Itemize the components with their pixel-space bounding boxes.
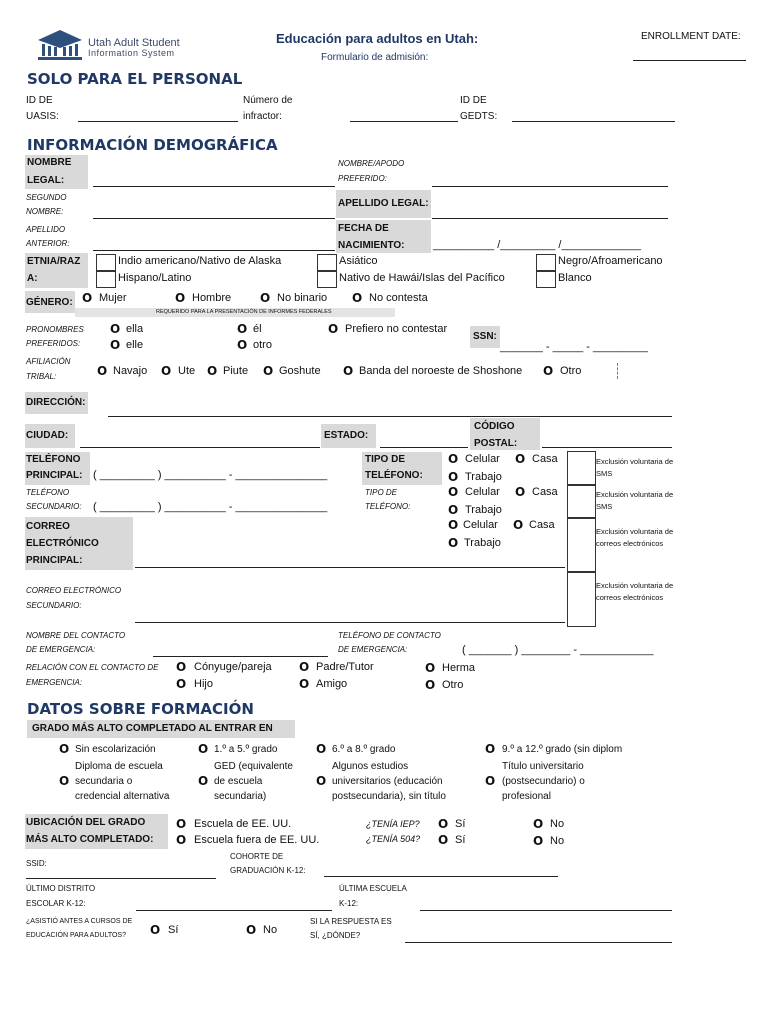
phone1-type-label-2: TELÉFONO:: [365, 470, 423, 481]
yes-label: Sí: [455, 834, 466, 846]
pronoun-radio-elle[interactable]: O: [110, 338, 121, 352]
diploma-label-2: secundaria o: [75, 776, 133, 787]
gender-option-label: Hombre: [192, 292, 232, 304]
phone-type-option-label: Trabajo: [465, 504, 502, 516]
relation-radio-other[interactable]: O: [425, 678, 436, 692]
legal-name-field[interactable]: [93, 186, 335, 187]
phone2-radio-cell[interactable]: O: [448, 485, 459, 499]
pronoun-option-label: él: [253, 323, 262, 335]
preferred-name-label-2: PREFERIDO:: [338, 174, 387, 183]
prior-ae-label-2: EDUCACIÓN PARA ADULTOS?: [26, 932, 126, 939]
relation-option-label: Otro: [442, 679, 464, 691]
phone2-radio-work[interactable]: O: [448, 503, 459, 517]
tribal-option-label: Ute: [178, 365, 196, 377]
ged-label-2: de escuela: [214, 776, 263, 787]
school-label-1: ÚLTIMA ESCUELA: [339, 884, 407, 893]
previous-last-name-label-1: APELLIDO: [26, 225, 66, 234]
phone1-radio-cell[interactable]: O: [448, 452, 459, 466]
phone-type-option-label: Celular: [463, 519, 498, 531]
pronouns-label-2: PREFERIDOS:: [26, 339, 81, 348]
city-label: CIUDAD:: [26, 430, 69, 441]
dob-label-1: FECHA DE: [338, 223, 389, 234]
relation-option-label: Hijo: [194, 678, 213, 690]
emergency-name-field[interactable]: [153, 656, 328, 657]
sms-optout-checkbox-1[interactable]: [567, 451, 596, 486]
degree-label-2: (postsecundario) o: [502, 776, 585, 787]
relation-option-label: Padre/Tutor: [316, 661, 374, 673]
email-type-radio-work[interactable]: O: [448, 536, 459, 550]
state-label: ESTADO:: [324, 430, 369, 441]
grade-radio-none[interactable]: O: [59, 742, 70, 756]
legal-name-label-2: LEGAL:: [27, 175, 65, 186]
enrollment-date-field[interactable]: [633, 60, 746, 61]
school-field[interactable]: [420, 910, 672, 911]
location-radio-foreign[interactable]: O: [176, 833, 187, 847]
yes-label: Sí: [168, 924, 179, 936]
previous-last-name-label-2: ANTERIOR:: [26, 239, 70, 248]
legal-name-label-1: NOMBRE: [27, 157, 72, 168]
address-label: DIRECCIÓN:: [26, 397, 86, 408]
sms-optout-label-1: Exclusión voluntaria de SMS: [596, 457, 674, 478]
emergency-phone-label-2: DE EMERGENCIA:: [338, 645, 408, 654]
ged-label-1: GED (equivalente: [214, 761, 293, 772]
phone-type-option-label: Trabajo: [465, 471, 502, 483]
phone1-radio-home[interactable]: O: [515, 452, 526, 466]
email2-label-1: CORREO ELECTRÓNICO: [26, 586, 122, 595]
gender-option-label: No binario: [277, 292, 328, 304]
pronoun-radio-other[interactable]: O: [237, 338, 248, 352]
grade-radio-6-8[interactable]: O: [316, 742, 327, 756]
district-label-2: ESCOLAR K-12:: [26, 899, 86, 908]
iep-radio-no[interactable]: O: [533, 817, 544, 831]
race-checkbox-hispanic[interactable]: [96, 271, 116, 288]
grade-option-label: 9.º a 12.º grado (sin diplom: [502, 744, 623, 755]
zip-label-1: CÓDIGO: [474, 421, 515, 432]
phone1-field[interactable]: ( _________ ) __________ - _______________: [93, 469, 328, 481]
phone1-type-label-1: TIPO DE: [365, 454, 406, 465]
grade-radio-some-college[interactable]: O: [316, 774, 327, 788]
gender-radio-no-answer[interactable]: O: [352, 291, 363, 305]
email2-label-2: SECUNDARIO:: [26, 601, 82, 610]
pronoun-radio-no-answer[interactable]: O: [328, 322, 339, 336]
race-option-label: Blanco: [558, 272, 592, 284]
email-optout-label-2: Exclusión voluntaria de correos electrónicos: [596, 581, 674, 602]
race-label-1: ETNIA/RAZ: [27, 256, 81, 267]
gender-option-label: Mujer: [99, 292, 127, 304]
tribal-option-label: Goshute: [279, 365, 321, 377]
diploma-label-3: credencial alternativa: [75, 791, 170, 802]
state-field[interactable]: [380, 447, 468, 448]
relation-radio-parent[interactable]: O: [299, 660, 310, 674]
pronoun-option-label: Prefiero no contestar: [345, 323, 448, 335]
email-optout-checkbox-2[interactable]: [567, 571, 596, 627]
phone-type-option-label: Celular: [465, 453, 500, 465]
email-type-radio-cell[interactable]: O: [448, 518, 459, 532]
form-subtitle: Formulario de admisión:: [321, 52, 429, 63]
relation-option-label: Amigo: [316, 678, 348, 690]
race-checkbox-white[interactable]: [536, 271, 556, 288]
grade-radio-diploma[interactable]: O: [59, 774, 70, 788]
phone1-label-1: TELÉFONO: [26, 454, 81, 465]
cohort-label-1: COHORTE DE: [230, 852, 284, 861]
email-type-radio-home[interactable]: O: [513, 518, 524, 532]
tribal-option-label: Otro: [560, 365, 582, 377]
pronoun-option-label: otro: [253, 339, 272, 351]
email2-field[interactable]: [135, 622, 565, 623]
504-label: ¿TENÍA 504?: [366, 834, 421, 844]
pronoun-option-label: ella: [126, 323, 144, 335]
phone2-type-label-1: TIPO DE: [365, 488, 398, 497]
pronouns-label-1: PRONOMBRES: [26, 325, 84, 334]
race-label-2: A:: [27, 273, 38, 284]
phone1-radio-work[interactable]: O: [448, 470, 459, 484]
location-option-label: Escuela de EE. UU.: [194, 818, 292, 830]
enrollment-date-label: ENROLLMENT DATE:: [641, 31, 741, 42]
race-checkbox-hawaiian[interactable]: [317, 271, 337, 288]
pronoun-radio-ella[interactable]: O: [110, 322, 121, 336]
middle-name-label-1: SEGUNDO: [26, 193, 67, 202]
relation-label-2: EMERGENCIA:: [26, 678, 83, 687]
legal-last-name-field[interactable]: [432, 218, 668, 219]
emergency-phone-label-1: TELÉFONO DE CONTACTO: [338, 631, 441, 640]
degree-label-1: Título universitario: [502, 761, 584, 772]
iep-label: ¿TENÍA IEP?: [366, 819, 420, 829]
offender-label-2: infractor:: [243, 111, 282, 122]
relation-radio-spouse[interactable]: O: [176, 660, 187, 674]
logo-text-1: Utah Adult Student: [88, 37, 180, 49]
relation-radio-child[interactable]: O: [176, 677, 187, 691]
tribal-radio-navajo[interactable]: O: [97, 364, 108, 378]
email1-label-2: ELECTRÓNICO: [26, 538, 99, 549]
relation-radio-sibling[interactable]: O: [425, 661, 436, 675]
tribal-radio-other[interactable]: O: [543, 364, 554, 378]
pronoun-option-label: elle: [126, 339, 144, 351]
tribal-label-2: TRIBAL:: [26, 372, 57, 381]
phone-type-option-label: Casa: [529, 519, 555, 531]
legal-last-name-label: APELLIDO LEGAL:: [338, 198, 429, 209]
phone-type-option-label: Celular: [465, 486, 500, 498]
college-label-2: universitarios (educación: [332, 776, 443, 787]
phone2-label-1: TELÉFONO: [26, 488, 70, 497]
phone2-field[interactable]: ( _________ ) __________ - _______________: [93, 501, 328, 513]
grade-radio-degree[interactable]: O: [485, 774, 496, 788]
zip-field[interactable]: [542, 447, 672, 448]
address-field[interactable]: [108, 416, 672, 417]
tribal-radio-shoshone[interactable]: O: [343, 364, 354, 378]
phone-type-option-label: Casa: [532, 486, 558, 498]
phone-type-option-label: Trabajo: [464, 537, 501, 549]
grade-option-label: 1.º a 5.º grado: [214, 744, 278, 755]
grade-radio-9-12[interactable]: O: [485, 742, 496, 756]
gedts-id-field[interactable]: [512, 121, 675, 122]
logo: [34, 28, 184, 64]
college-label-1: Algunos estudios: [332, 761, 409, 772]
preferred-name-label-1: NOMBRE/APODO: [338, 159, 405, 168]
tribal-label-1: AFILIACIÓN: [26, 357, 71, 366]
middle-name-label-2: NOMBRE:: [26, 207, 64, 216]
dob-field[interactable]: __________ /_________ /_____________: [433, 239, 641, 251]
cohort-field[interactable]: [324, 876, 558, 877]
where-label-2: SÍ, ¿DÓNDE?: [310, 931, 361, 940]
federal-reporting-note: REQUERIDO PARA LA PRESENTACIÓN DE INFORMES FEDERALES: [156, 309, 332, 315]
logo-text-2: Information System: [88, 48, 175, 58]
emergency-name-label-2: DE EMERGENCIA:: [26, 645, 96, 654]
relation-radio-friend[interactable]: O: [299, 677, 310, 691]
pronoun-radio-el[interactable]: O: [237, 322, 248, 336]
tribal-radio-ute[interactable]: O: [161, 364, 172, 378]
race-checkbox-black[interactable]: [536, 254, 556, 271]
tribal-option-label: Piute: [223, 365, 249, 377]
phone2-label-2: SECUNDARIO:: [26, 502, 82, 511]
phone1-label-2: PRINCIPAL:: [26, 470, 83, 481]
prior-ae-label-1: ¿ASISTIÓ ANTES A CURSOS DE: [26, 918, 133, 925]
sms-optout-label-2: Exclusión voluntaria de SMS: [596, 490, 674, 511]
tribal-option-label: Banda del noroeste de Shoshone: [359, 365, 523, 377]
dob-label-2: NACIMIENTO:: [338, 240, 405, 251]
phone-type-option-label: Casa: [532, 453, 558, 465]
email-optout-checkbox-1[interactable]: [567, 517, 596, 573]
offender-label-1: Número de: [243, 95, 293, 106]
ged-label-3: secundaria): [214, 791, 267, 802]
race-option-label: Indio americano/Nativo de Alaska: [118, 255, 282, 267]
tribal-radio-goshute[interactable]: O: [263, 364, 274, 378]
college-label-3: postsecundaria), sin título: [332, 791, 446, 802]
ssid-label: SSID:: [26, 859, 47, 868]
uasis-label-2: UASIS:: [26, 111, 59, 122]
gender-radio-male[interactable]: O: [175, 291, 186, 305]
race-option-label: Negro/Afroamericano: [558, 255, 663, 267]
cohort-label-2: GRADUACIÓN K-12:: [230, 866, 306, 875]
race-checkbox-native-american[interactable]: [96, 254, 116, 271]
race-option-label: Hispano/Latino: [118, 272, 192, 284]
degree-label-3: profesional: [502, 791, 551, 802]
email1-field[interactable]: [135, 567, 565, 568]
diploma-label-1: Diploma de escuela: [75, 761, 163, 772]
tribal-option-label: Navajo: [113, 365, 148, 377]
school-logo-icon: [34, 28, 86, 62]
where-label-1: SI LA RESPUESTA ES: [310, 917, 392, 926]
demographic-section-title: INFORMACIÓN DEMOGRÁFICA: [27, 136, 278, 154]
gender-radio-nonbinary[interactable]: O: [260, 291, 271, 305]
relation-option-label: Herma: [442, 662, 476, 674]
relation-option-label: Cónyuge/pareja: [194, 661, 272, 673]
middle-name-field[interactable]: [93, 218, 335, 219]
gedts-label-2: GEDTS:: [460, 111, 498, 122]
grade-radio-1-5[interactable]: O: [198, 742, 209, 756]
email-optout-label-1: Exclusión voluntaria de correos electrónicos: [596, 527, 674, 548]
no-label: No: [550, 818, 565, 830]
education-section-title: DATOS SOBRE FORMACIÓN: [27, 700, 254, 718]
tribal-other-field[interactable]: [617, 363, 618, 379]
preferred-name-field[interactable]: [432, 186, 668, 187]
email1-label-3: PRINCIPAL:: [26, 555, 83, 566]
iep-radio-yes[interactable]: O: [438, 817, 449, 831]
relation-label-1: RELACIÓN CON EL CONTACTO DE: [26, 663, 159, 672]
tribal-radio-piute[interactable]: O: [207, 364, 218, 378]
ssid-field[interactable]: [26, 878, 216, 879]
district-label-1: ÚLTIMO DISTRITO: [26, 884, 96, 893]
ssn-field[interactable]: _______ - _____ - _________: [500, 341, 649, 353]
uasis-id-field[interactable]: [78, 121, 238, 122]
emergency-name-label-1: NOMBRE DEL CONTACTO: [26, 631, 126, 640]
no-label: No: [263, 924, 278, 936]
ssn-label: SSN:: [473, 331, 497, 342]
grade-location-label-1: UBICACIÓN DEL GRADO: [26, 817, 146, 828]
no-label: No: [550, 835, 565, 847]
gender-label: GÉNERO:: [26, 297, 73, 308]
district-field[interactable]: [136, 910, 332, 911]
phone2-radio-home[interactable]: O: [515, 485, 526, 499]
prior-ae-radio-yes[interactable]: O: [150, 923, 161, 937]
grade-location-label-2: MÁS ALTO COMPLETADO:: [26, 834, 154, 845]
grade-option-label: 6.º a 8.º grado: [332, 744, 396, 755]
form-title: Educación para adultos en Utah:: [276, 31, 479, 46]
gender-radio-female[interactable]: O: [82, 291, 93, 305]
staff-section-title: SOLO PARA EL PERSONAL: [27, 70, 243, 88]
where-field[interactable]: [405, 942, 672, 943]
grade-radio-ged[interactable]: O: [198, 774, 209, 788]
race-option-label: Nativo de Hawái/Islas del Pacífico: [339, 272, 505, 284]
sms-optout-checkbox-2[interactable]: [567, 484, 596, 519]
gedts-label-1: ID DE: [460, 95, 487, 106]
yes-label: Sí: [455, 818, 466, 830]
location-radio-us[interactable]: O: [176, 817, 187, 831]
school-label-2: K-12:: [339, 899, 359, 908]
previous-last-name-field[interactable]: [93, 250, 335, 251]
grade-completed-title: GRADO MÁS ALTO COMPLETADO AL ENTRAR EN: [32, 723, 273, 734]
prior-ae-radio-no[interactable]: O: [246, 923, 257, 937]
location-option-label: Escuela fuera de EE. UU.: [194, 834, 320, 846]
race-checkbox-asian[interactable]: [317, 254, 337, 271]
phone2-type-label-2: TELÉFONO:: [365, 502, 411, 511]
emergency-phone-field[interactable]: ( _______ ) ________ - ____________: [462, 644, 654, 656]
gender-option-label: No contesta: [369, 292, 428, 304]
zip-label-2: POSTAL:: [474, 438, 518, 449]
race-option-label: Asiático: [339, 255, 378, 267]
city-field[interactable]: [80, 447, 320, 448]
uasis-label-1: ID DE: [26, 95, 53, 106]
offender-number-field[interactable]: [350, 121, 458, 122]
email1-label-1: CORREO: [26, 521, 70, 532]
504-radio-yes[interactable]: O: [438, 833, 449, 847]
504-radio-no[interactable]: O: [533, 834, 544, 848]
grade-option-label: Sin escolarización: [75, 744, 156, 755]
